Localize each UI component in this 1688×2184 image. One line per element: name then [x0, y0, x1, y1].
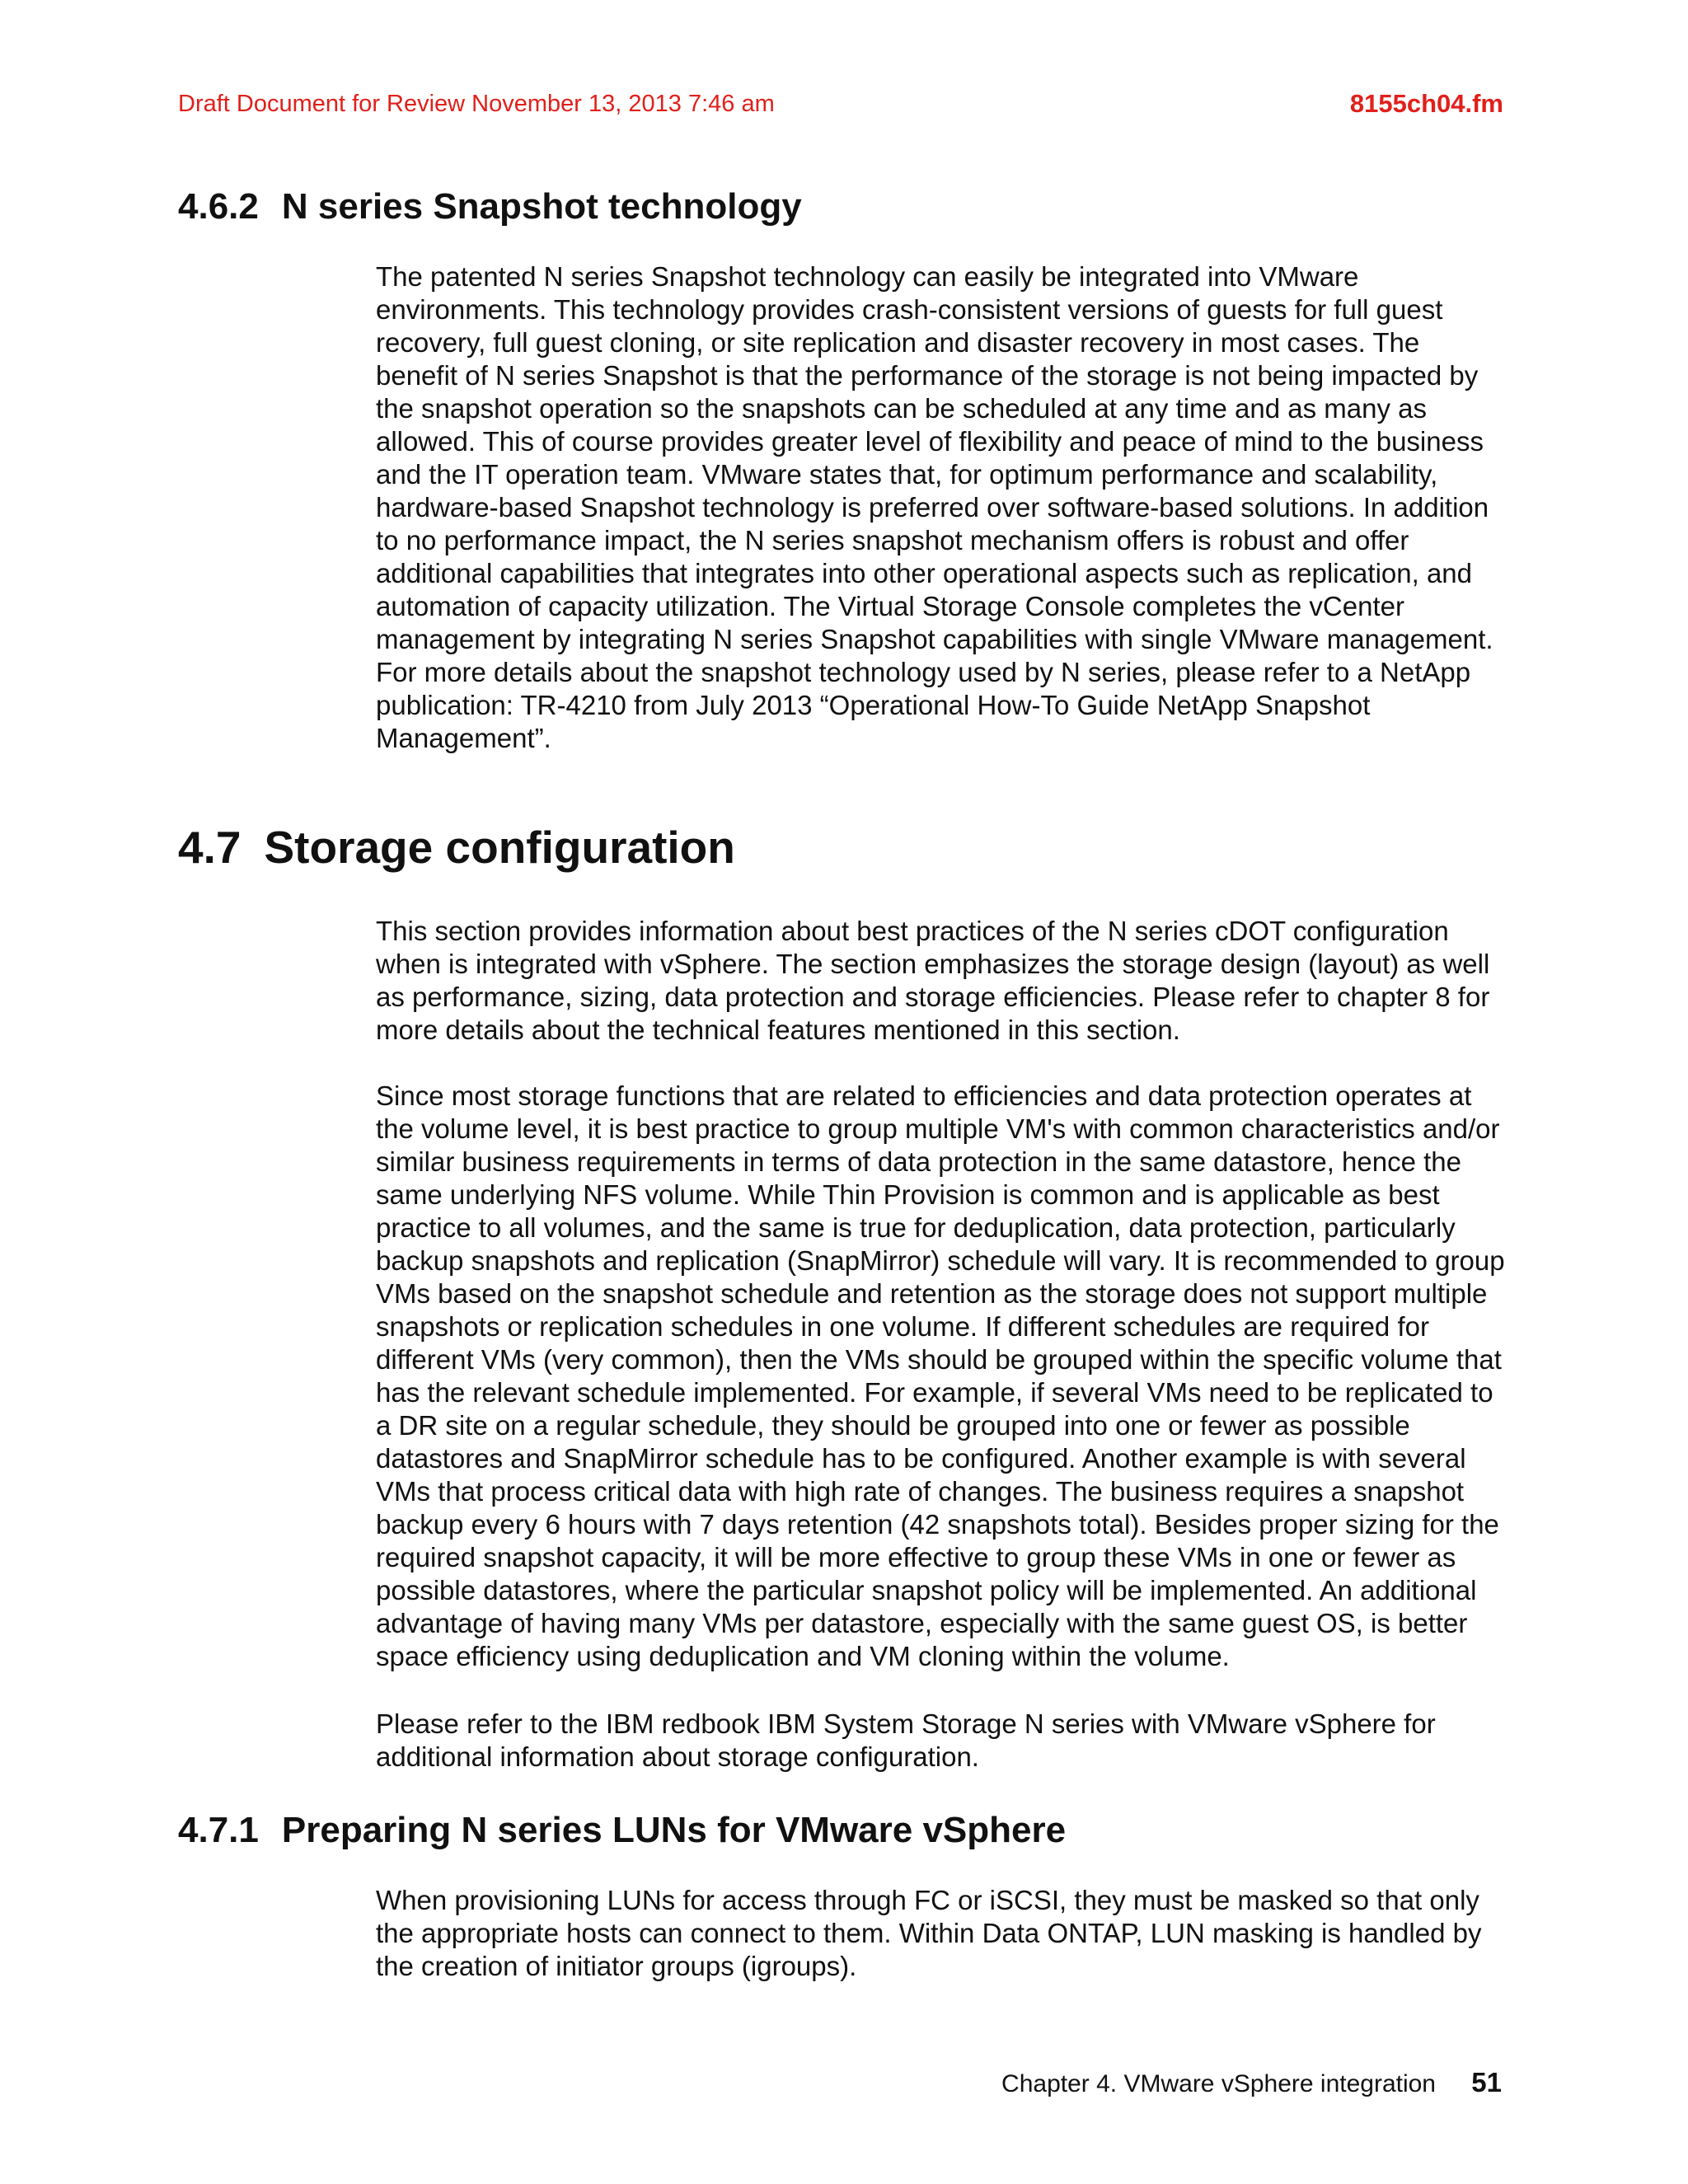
chapter-title: Chapter 4. VMware vSphere integration [1001, 2070, 1436, 2097]
page-number: 51 [1471, 2067, 1502, 2097]
paragraph-snapshot-technology: The patented N series Snapshot technology can easily be integrated into VMware environments. This technology provides crash-consistent versions of guests for full guest recovery, full guest cloning, or site replication and disaster recovery in most cases. The benefit of N series Snapshot is that the performance of the storage is not being impacted by the snapshot operation so the snapshots can be scheduled at any time and as many as allowed. This of course provides greater level of flexibility and peace of mind to the business and the IT operation team. VMware states that, for optimum performance and scalability, hardware-based Snapshot technology is preferred over software-based solutions. In addition to no performance impact, the N series snapshot mechanism offers is robust and offer additional capabilities that integrates into other operational aspects such as replication, and automation of capacity utilization. The Virtual Storage Console completes the vCenter management by integrating N series Snapshot capabilities with single VMware management. For more details about the snapshot technology used by N series, please refer to a NetApp publication: TR-4210 from July 2013 “Operational How-To Guide NetApp Snapshot Management”. [376, 261, 1493, 753]
paragraph-storage-intro: This section provides information about best practices of the N series cDOT configuration when is integrated with vSphere. The section emphasizes the storage design (layout) as well as performance, sizing, data protection and storage efficiencies. Please refer to chapter 8 for more details about the technical features mentioned in this section. [376, 916, 1490, 1045]
file-name: 8155ch04.fm [1349, 89, 1503, 118]
section-number: 4.7 [178, 822, 241, 873]
section-number: 4.6.2 [178, 186, 259, 227]
draft-notice: Draft Document for Review November 13, 2013 7:46 am [178, 91, 775, 117]
paragraph-lun-masking: When provisioning LUNs for access through FC or iSCSI, they must be masked so that only the appropriate hosts can connect to them. Within Data ONTAP, LUN masking is handled by the creation of initiator groups (igroups). [376, 1885, 1482, 1981]
section-title: Storage configuration [264, 822, 735, 873]
section-title: Preparing N series LUNs for VMware vSphere [281, 1810, 1067, 1850]
heading-4-7 [178, 821, 735, 874]
paragraph-grouping-best-practice: Since most storage functions that are related to efficiencies and data protection operates at the volume level, it is best practice to group multiple VM's with common characteristics and/or similar business requirements in terms of data protection in the same datastore, hence the same underlying NFS volume. While Thin Provision is common and is applicable as best practice to all volumes, and the same is true for deduplication, data protection, particularly backup snapshots and replication (SnapMirror) schedule will vary. It is recommended to group VMs based on the snapshot schedule and retention as the storage does not support multiple snapshots or replication schedules in one volume. If different schedules are required for different VMs (very common), then the VMs should be grouped within the specific volume that has the relevant schedule implemented. For example, if several VMs need to be replicated to a DR site on a regular schedule, they should be grouped into one or fewer as possible datastores and SnapMirror schedule has to be configured. Another example is with several VMs that process critical data with high rate of changes. The business requires a snapshot backup every 6 hours with 7 days retention (42 snapshots total). Besides proper sizing for the required snapshot capacity, it will be more effective to group these VMs in one or fewer as possible datastores, where the particular snapshot policy will be implemented. An additional advantage of having many VMs per datastore, especially with the same guest OS, is better space efficiency using deduplication and VM cloning within the volume. [376, 1080, 1505, 1671]
section-number: 4.7.1 [178, 1810, 259, 1850]
heading-4-6-2 [178, 186, 802, 227]
paragraph-redbook-reference: Please refer to the IBM redbook IBM System Storage N series with VMware vSphere for additional information about storage configuration. [376, 1708, 1436, 1772]
heading-4-7-1 [178, 1810, 1066, 1851]
section-title: N series Snapshot technology [281, 186, 802, 227]
